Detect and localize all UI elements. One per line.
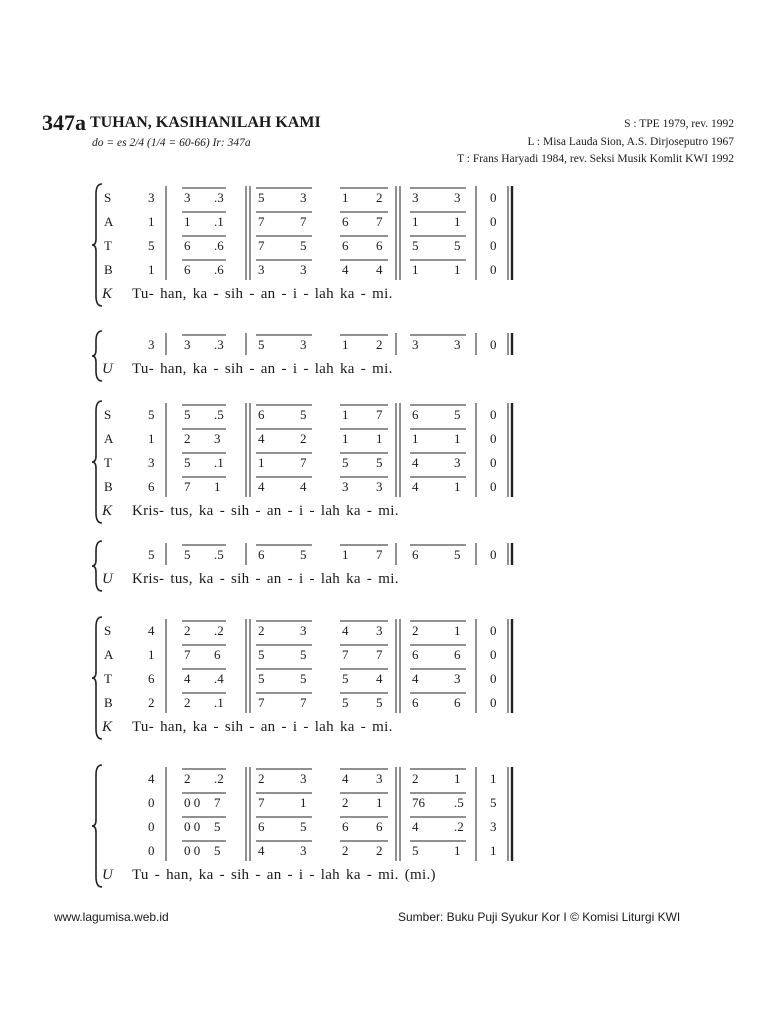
- voice-label-s: S: [104, 623, 112, 638]
- note: 0: [148, 819, 155, 834]
- note: 0: [490, 214, 497, 229]
- note: 7: [300, 695, 307, 710]
- note: 1: [412, 431, 419, 446]
- note: 7: [258, 238, 265, 253]
- note: 4: [258, 843, 265, 858]
- note: .5: [214, 547, 224, 562]
- note: 1: [454, 771, 461, 786]
- voice-label-a: A: [104, 431, 114, 446]
- note: 3: [184, 190, 191, 205]
- note: .4: [214, 671, 224, 686]
- note: 3: [412, 337, 419, 352]
- lyric-label: K: [102, 503, 113, 519]
- note: 0: [490, 455, 497, 470]
- note: 5: [342, 671, 349, 686]
- voice-label-a: A: [104, 214, 114, 229]
- note: .5: [214, 407, 224, 422]
- source-s: S : TPE 1979, rev. 1992: [624, 118, 734, 130]
- note: 1: [258, 455, 265, 470]
- system-brace: [92, 617, 102, 739]
- note: 7: [342, 647, 349, 662]
- note: 7: [258, 214, 265, 229]
- note: 2: [342, 795, 349, 810]
- note: 1: [454, 214, 461, 229]
- note: 2: [412, 623, 419, 638]
- song-title: TUHAN, KASIHANILAH KAMI: [90, 114, 321, 131]
- voice-label-t: T: [104, 455, 112, 470]
- note: 3: [376, 771, 383, 786]
- note: 5: [412, 238, 419, 253]
- note: 2: [376, 843, 383, 858]
- note: 1: [148, 262, 155, 277]
- note: 5: [258, 671, 265, 686]
- note: 2: [376, 337, 383, 352]
- note: 6: [258, 407, 265, 422]
- note: 3: [454, 671, 461, 686]
- note: 4: [258, 431, 265, 446]
- note: 5: [184, 407, 191, 422]
- note: 3: [454, 337, 461, 352]
- note: 1: [454, 623, 461, 638]
- note: 6: [412, 547, 419, 562]
- note: 2: [376, 190, 383, 205]
- lyrics: Kris- tus, ka - sih - an - i - lah ka - mi.: [132, 571, 399, 587]
- note: 3: [412, 190, 419, 205]
- lyric-label: U: [102, 361, 114, 377]
- lyrics: Tu- han, ka - sih - an - i - lah ka - mi.: [132, 361, 393, 377]
- voice-label-s: S: [104, 190, 112, 205]
- system-brace: [92, 184, 102, 306]
- system-brace: [92, 331, 102, 381]
- note: .2: [214, 771, 224, 786]
- note: 7: [258, 695, 265, 710]
- note: .2: [454, 819, 464, 834]
- note: 3: [148, 337, 155, 352]
- note: 4: [412, 671, 419, 686]
- note: 0: [490, 479, 497, 494]
- note: 6: [184, 238, 191, 253]
- note: 2: [184, 623, 191, 638]
- note: 4: [342, 623, 349, 638]
- note: 5: [214, 843, 221, 858]
- note: 3: [300, 262, 307, 277]
- note: 0: [148, 795, 155, 810]
- note: 3: [300, 623, 307, 638]
- note: .1: [214, 214, 224, 229]
- note: 1: [342, 337, 349, 352]
- note: 6: [454, 647, 461, 662]
- note: 1: [214, 479, 221, 494]
- note: 5: [300, 407, 307, 422]
- note: 0: [490, 337, 497, 352]
- note: 5: [454, 407, 461, 422]
- note: 4: [412, 819, 419, 834]
- note: 4: [184, 671, 191, 686]
- note: 1: [300, 795, 307, 810]
- note: 5: [214, 819, 221, 834]
- note: 0: [490, 623, 497, 638]
- lyrics: Tu- han, ka - sih - an - i - lah ka - mi.: [132, 719, 393, 735]
- note: 6: [148, 671, 155, 686]
- note: 3: [148, 190, 155, 205]
- note: 3: [454, 455, 461, 470]
- note: 6: [412, 407, 419, 422]
- voice-label-b: B: [104, 479, 113, 494]
- note: 2: [412, 771, 419, 786]
- note: 0: [490, 407, 497, 422]
- note: 6: [342, 819, 349, 834]
- note: 7: [258, 795, 265, 810]
- note: 1: [376, 431, 383, 446]
- note: 1: [454, 431, 461, 446]
- note: 4: [342, 262, 349, 277]
- note: 0: [490, 262, 497, 277]
- lyric-label: U: [102, 867, 114, 883]
- note: 1: [342, 407, 349, 422]
- note: 0: [490, 238, 497, 253]
- note: 5: [454, 238, 461, 253]
- note: 1: [342, 431, 349, 446]
- note: 7: [300, 455, 307, 470]
- note: .5: [454, 795, 464, 810]
- note: 6: [454, 695, 461, 710]
- note: 5: [148, 238, 155, 253]
- note: 5: [342, 455, 349, 470]
- note: 2: [258, 623, 265, 638]
- note: 0 0: [184, 819, 201, 834]
- voice-label-t: T: [104, 238, 112, 253]
- note: 2: [184, 771, 191, 786]
- note: .6: [214, 238, 224, 253]
- voice-label-s: S: [104, 407, 112, 422]
- note: 3: [342, 479, 349, 494]
- note: 2: [148, 695, 155, 710]
- note: 4: [148, 771, 155, 786]
- lyric-label: K: [102, 286, 113, 302]
- note: 1: [490, 843, 497, 858]
- note: 1: [342, 190, 349, 205]
- note: 1: [148, 647, 155, 662]
- footer-source: Sumber: Buku Puji Syukur Kor I © Komisi Liturgi KWI: [398, 910, 681, 924]
- note: 5: [412, 843, 419, 858]
- note: 3: [300, 190, 307, 205]
- note: 5: [184, 547, 191, 562]
- lyrics: Tu - han, ka - sih - an - i - lah ka - mi. (mi.): [132, 867, 436, 883]
- note: 6: [184, 262, 191, 277]
- note: 4: [300, 479, 307, 494]
- note: 1: [148, 431, 155, 446]
- note: 1: [490, 771, 497, 786]
- note: 76: [412, 795, 425, 810]
- note: 5: [258, 190, 265, 205]
- footer-website[interactable]: www.lagumisa.web.id: [54, 910, 169, 924]
- note: 7: [376, 647, 383, 662]
- note: 5: [258, 647, 265, 662]
- note: 4: [376, 262, 383, 277]
- note: 1: [412, 214, 419, 229]
- voice-label-b: B: [104, 262, 113, 277]
- note: 1: [376, 795, 383, 810]
- note: 3: [300, 337, 307, 352]
- lyrics: Tu- han, ka - sih - an - i - lah ka - mi.: [132, 286, 393, 302]
- note: 2: [184, 431, 191, 446]
- note: 7: [184, 647, 191, 662]
- note: 7: [376, 407, 383, 422]
- note: 6: [376, 238, 383, 253]
- note: 3: [214, 431, 221, 446]
- note: .3: [214, 337, 224, 352]
- note: .3: [214, 190, 224, 205]
- note: 6: [258, 547, 265, 562]
- note: 6: [258, 819, 265, 834]
- note: 7: [184, 479, 191, 494]
- note: 1: [454, 479, 461, 494]
- source-t: T : Frans Haryadi 1984, rev. Seksi Musik Komlit KWI 1992: [457, 153, 734, 165]
- note: 3: [258, 262, 265, 277]
- note: 5: [300, 547, 307, 562]
- tempo-info: do = es 2/4 (1/4 = 60-66) Ir: 347a: [92, 137, 251, 149]
- note: 7: [376, 547, 383, 562]
- note: 4: [148, 623, 155, 638]
- note: .2: [214, 623, 224, 638]
- note: 4: [412, 479, 419, 494]
- lyric-label: U: [102, 571, 114, 587]
- system-brace: [92, 541, 102, 591]
- note: 0: [490, 431, 497, 446]
- note: 0 0: [184, 843, 201, 858]
- note: 4: [342, 771, 349, 786]
- note: 7: [376, 214, 383, 229]
- voice-label-a: A: [104, 647, 114, 662]
- note: 1: [342, 547, 349, 562]
- note: 6: [342, 214, 349, 229]
- note: 3: [300, 771, 307, 786]
- note: 6: [412, 695, 419, 710]
- note: .1: [214, 455, 224, 470]
- note: 5: [300, 238, 307, 253]
- voice-label-t: T: [104, 671, 112, 686]
- note: 5: [258, 337, 265, 352]
- note: 5: [376, 695, 383, 710]
- note: 2: [342, 843, 349, 858]
- note: 3: [300, 843, 307, 858]
- note: 4: [376, 671, 383, 686]
- note: 6: [148, 479, 155, 494]
- note: .6: [214, 262, 224, 277]
- note: 6: [412, 647, 419, 662]
- note: 4: [258, 479, 265, 494]
- note: 0: [490, 695, 497, 710]
- system-brace: [92, 401, 102, 523]
- note: 0: [490, 190, 497, 205]
- note: 1: [454, 262, 461, 277]
- note: 5: [148, 407, 155, 422]
- note: 1: [412, 262, 419, 277]
- note: 6: [214, 647, 221, 662]
- lyric-label: K: [102, 719, 113, 735]
- source-l: L : Misa Lauda Sion, A.S. Dirjoseputro 1967: [527, 136, 734, 148]
- note: 2: [300, 431, 307, 446]
- note: 7: [214, 795, 221, 810]
- note: 3: [376, 479, 383, 494]
- note: 0: [148, 843, 155, 858]
- note: 1: [184, 214, 191, 229]
- note: 0: [490, 647, 497, 662]
- note: 5: [148, 547, 155, 562]
- note: 4: [412, 455, 419, 470]
- note: 3: [454, 190, 461, 205]
- note: 5: [300, 671, 307, 686]
- note: 0 0: [184, 795, 201, 810]
- lyrics: Kris- tus, ka - sih - an - i - lah ka - mi.: [132, 503, 399, 519]
- note: 5: [342, 695, 349, 710]
- note: 3: [490, 819, 497, 834]
- note: 0: [490, 547, 497, 562]
- song-number: 347a: [42, 110, 86, 135]
- note: 2: [184, 695, 191, 710]
- note: 6: [376, 819, 383, 834]
- note: 3: [376, 623, 383, 638]
- note: 5: [376, 455, 383, 470]
- voice-label-b: B: [104, 695, 113, 710]
- note: 0: [490, 671, 497, 686]
- note: 5: [300, 819, 307, 834]
- note: 5: [490, 795, 497, 810]
- note: 3: [184, 337, 191, 352]
- note: 6: [342, 238, 349, 253]
- note: .1: [214, 695, 224, 710]
- note: 5: [454, 547, 461, 562]
- note: 1: [454, 843, 461, 858]
- system-brace: [92, 765, 102, 887]
- note: 5: [300, 647, 307, 662]
- note: 5: [184, 455, 191, 470]
- note: 3: [148, 455, 155, 470]
- note: 1: [148, 214, 155, 229]
- note: 2: [258, 771, 265, 786]
- note: 7: [300, 214, 307, 229]
